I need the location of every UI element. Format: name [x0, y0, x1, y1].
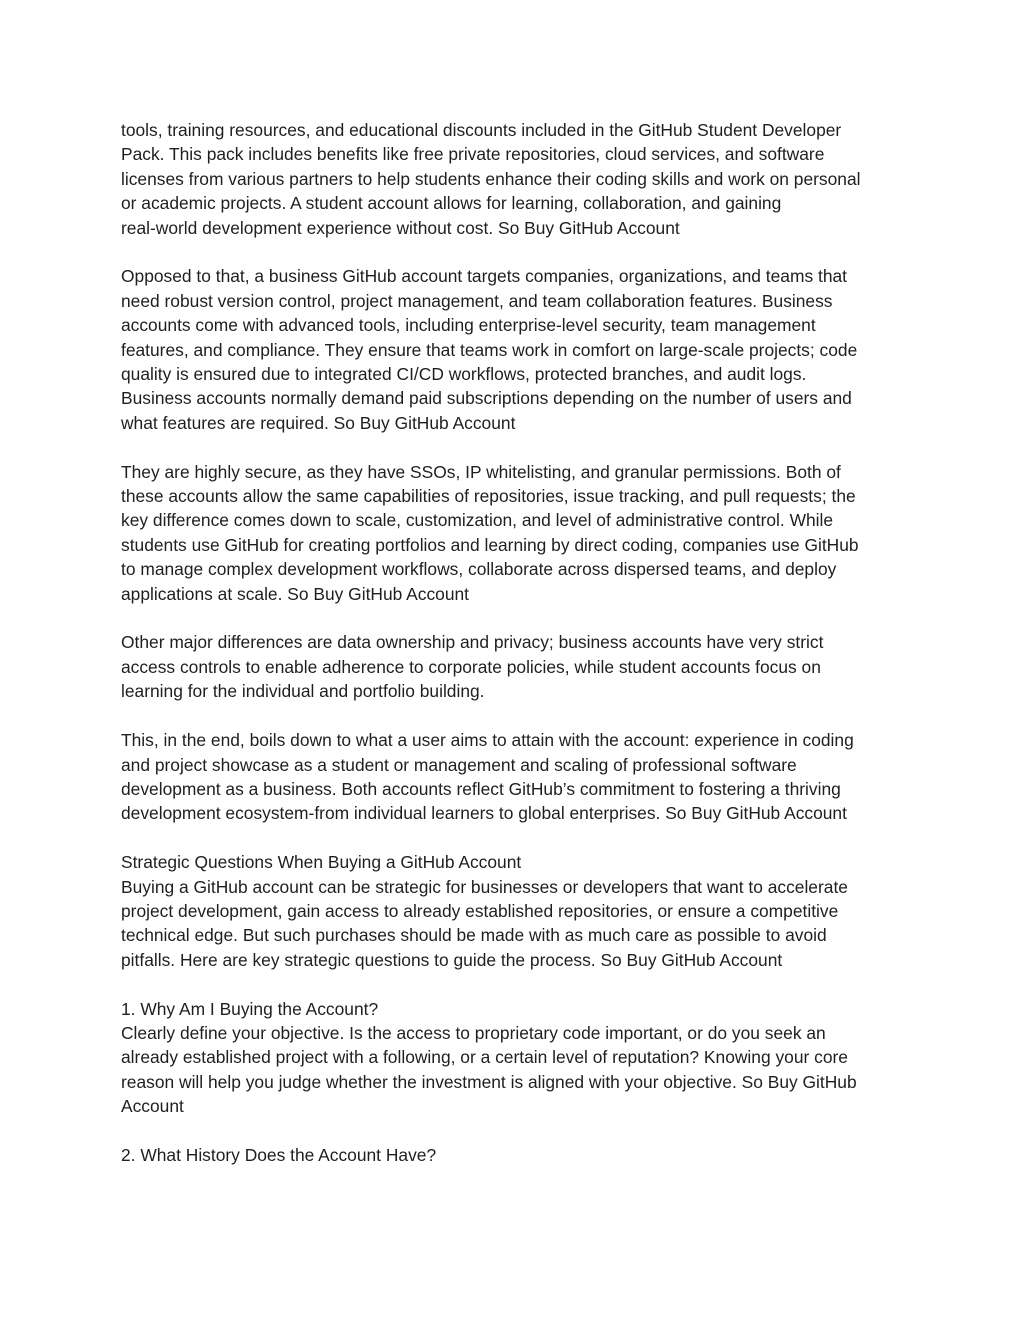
text-line: Pack. This pack includes benefits like free private repositories, cloud services, and software: [121, 144, 825, 165]
text-line: these accounts allow the same capabilities of repositories, issue tracking, and pull requests; the: [121, 486, 856, 507]
text-line: quality is ensured due to integrated CI/CD workflows, protected branches, and audit logs.: [121, 364, 807, 385]
text-line: students use GitHub for creating portfolios and learning by direct coding, companies use GitHub: [121, 534, 859, 555]
text-line: licenses from various partners to help students enhance their coding skills and work on personal: [121, 168, 861, 189]
text-line: Business accounts normally demand paid subscriptions depending on the number of users and: [121, 388, 852, 409]
text-line: This, in the end, boils down to what a user aims to attain with the account: experience in coding: [121, 730, 854, 751]
text-line: already established project with a following, or a certain level of reputation? Knowing your core: [121, 1047, 848, 1068]
section-heading: Strategic Questions When Buying a GitHub Account: [121, 852, 522, 873]
text-line: Other major differences are data ownership and privacy; business accounts have very strict: [121, 632, 824, 653]
document-body: [121, 118, 911, 1192]
text-line: applications at scale. So Buy GitHub Account: [121, 583, 470, 604]
paragraph-conclusion: [121, 728, 911, 826]
text-line: development as a business. Both accounts reflect GitHub’s commitment to fostering a thriving: [121, 778, 841, 799]
paragraph-question-2: [121, 1143, 911, 1167]
text-line: tools, training resources, and educational discounts included in the GitHub Student Developer: [121, 120, 842, 140]
text-line: technical edge. But such purchases should be made with as much care as possible to avoid: [121, 925, 827, 946]
text-line: accounts come with advanced tools, including enterprise-level security, team management: [121, 315, 816, 336]
text-line: Clearly define your objective. Is the access to proprietary code important, or do you seek an: [121, 1022, 826, 1043]
text-line: project development, gain access to already established repositories, or ensure a competitive: [121, 900, 839, 921]
text-line: Opposed to that, a business GitHub account targets companies, organizations, and teams that: [121, 266, 847, 287]
text-line: Buying a GitHub account can be strategic for businesses or developers that want to accelerate: [121, 876, 848, 897]
text-line: development ecosystem-from individual learners to global enterprises. So Buy GitHub Account: [121, 803, 847, 824]
paragraph-strategic-questions: [121, 850, 911, 972]
text-line: key difference comes down to scale, customization, and level of administrative control. While: [121, 510, 834, 531]
text-line: pitfalls. Here are key strategic questions to guide the process. So Buy GitHub Account: [121, 949, 783, 970]
text-line: learning for the individual and portfolio building.: [121, 681, 485, 702]
paragraph-data-ownership: [121, 630, 911, 703]
text-line: what features are required. So Buy GitHub Account: [121, 412, 516, 433]
text-line: to manage complex development workflows, collaborate across dispersed teams, and deploy: [121, 559, 837, 580]
text-line: real-world development experience without cost. So Buy GitHub Account: [121, 217, 680, 238]
text-line: Account: [121, 1096, 184, 1117]
paragraph-student-account: [121, 118, 911, 240]
question-heading: 1. Why Am I Buying the Account?: [121, 998, 379, 1019]
text-line: They are highly secure, as they have SSOs, IP whitelisting, and granular permissions. Both of: [121, 461, 841, 482]
paragraph-security: [121, 460, 911, 606]
text-line: need robust version control, project management, and team collaboration features. Business: [121, 290, 833, 311]
question-heading: 2. What History Does the Account Have?: [121, 1144, 437, 1165]
paragraph-business-account: [121, 264, 911, 435]
text-line: features, and compliance. They ensure that teams work in comfort on large-scale projects; code: [121, 339, 858, 360]
text-line: access controls to enable adherence to corporate policies, while student accounts focus on: [121, 656, 821, 677]
text-line: and project showcase as a student or management and scaling of professional software: [121, 754, 797, 775]
paragraph-question-1: [121, 997, 911, 1119]
text-line: reason will help you judge whether the investment is aligned with your objective. So Buy GitHub: [121, 1071, 857, 1092]
text-line: or academic projects. A student account allows for learning, collaboration, and gaining: [121, 193, 782, 214]
